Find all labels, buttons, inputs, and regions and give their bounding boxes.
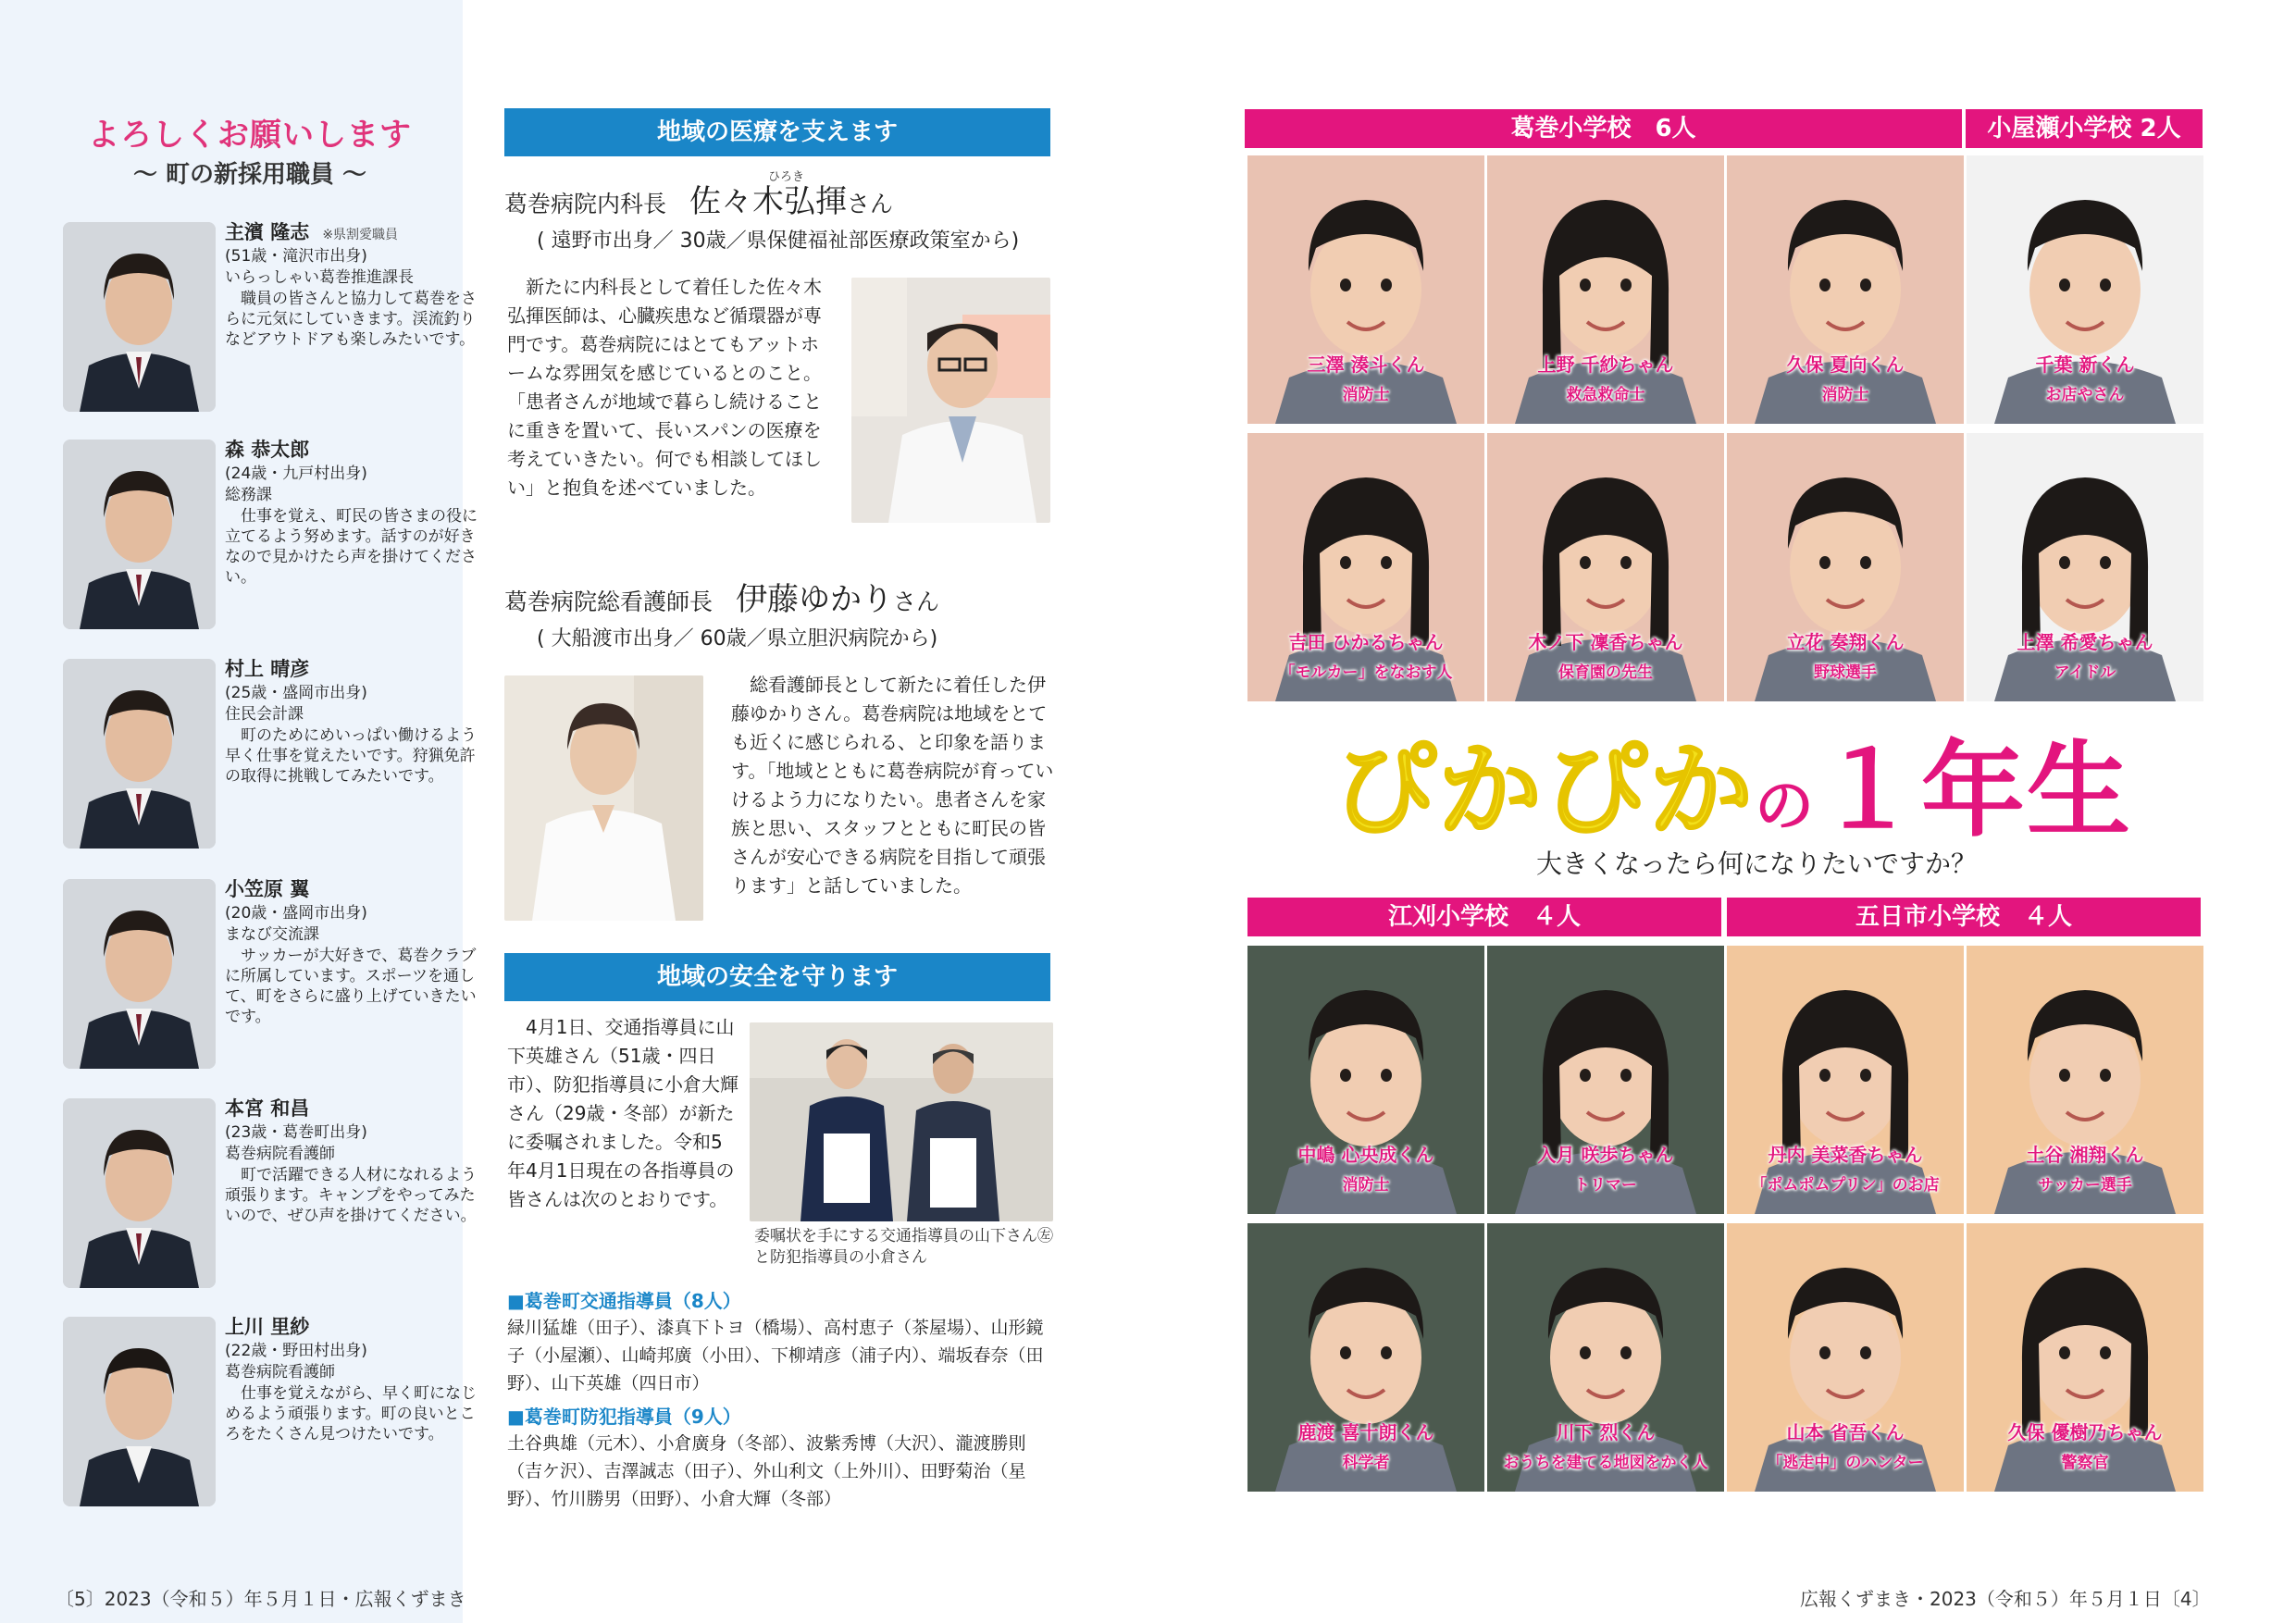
doctor-text: 新たに内科長として着任した佐々木弘揮医師は、心臓疾患など循環器が専門です。葛巻病院にはとてもアットホームな雰囲気を感じているとのこと。「患者さんが地域で暮らし続けることに重きを置いて、長いスパンの医療を考えていきたい。何でも相談してほしい」と抱負を述べていました。: [507, 276, 822, 499]
nurse-photo: [504, 675, 703, 921]
kid-dream: サッカー選手: [2038, 1176, 2132, 1195]
staff-photo: [63, 222, 216, 412]
traffic-list-heading: ■葛巻町交通指導員（8人）: [507, 1290, 741, 1312]
staff-section-title: よろしくお願いします: [88, 117, 412, 154]
doctor-photo-image: [851, 278, 1050, 523]
staff-name: 小笠原 翼: [225, 878, 310, 900]
kid-dream: 警察官: [2061, 1454, 2109, 1472]
kid-name: 鹿渡 喜十朗くん: [1297, 1421, 1434, 1443]
kid-dream: 野球選手: [1814, 663, 1877, 682]
school-header-itsukaichi: 五日市小学校 ４人: [1727, 898, 2201, 936]
kid-dream: 「ポムポムプリン」のお店: [1751, 1176, 1940, 1195]
nurse-text: 総看護師長として新たに着任した伊藤ゆかりさん。葛巻病院は地域をとても近くに感じられる、と印象を語ります。「地域とともに葛巻病院が育っていけるよう力になりたい。患者さんを家族と思い、スタッフとともに町民の皆さんが安心できる病院を目指して頑張ります」と話していました。: [731, 674, 1054, 897]
kid-dream: 消防士: [1342, 386, 1390, 404]
staff-name: 上川 里紗: [225, 1316, 310, 1338]
staff-photo: [63, 1098, 216, 1288]
safety-photo: [750, 1022, 1053, 1221]
safety-text: 4月1日、交通指導員に山下英雄さん（51歳・四日市）、防犯指導員に小倉大輝さん（29歳・冬部）が新たに委嘱されました。令和5年4月1日現在の各指導員の皆さんは次のとおりです。: [507, 1016, 738, 1210]
kid-dream: 「逃走中」のハンター: [1767, 1454, 1924, 1472]
staff-portrait: [63, 440, 216, 629]
kid-card: [1727, 433, 1964, 701]
title-no: の: [1755, 773, 1816, 841]
kid-dream: お店やさん: [2045, 386, 2125, 404]
doctor-photo: [851, 278, 1050, 523]
kid-name: 入月 咲歩ちゃん: [1537, 1144, 1674, 1166]
nurse-origin: ( 大船渡市出身／ 60歳／県立胆沢病院から): [537, 627, 938, 650]
staff-origin: (20歳・盛岡市出身): [225, 904, 367, 923]
staff-dept: 総務課: [225, 486, 272, 504]
staff-origin: (51歳・滝沢市出身): [225, 247, 367, 266]
kid-card: [1727, 946, 1964, 1214]
staff-message: 仕事を覚え、町民の皆さまの役に立てるよう努めます。話すのが好きなので見かけたら声を掛けてください。: [225, 507, 478, 587]
kid-card: [1247, 155, 1484, 424]
staff-name: 村上 晴彦: [225, 658, 310, 680]
doctor-origin: ( 遠野市出身／ 30歳／県保健福祉部医療政策室から): [537, 229, 1020, 253]
nurse-photo-image: [504, 675, 703, 921]
staff-dept: 葛巻病院看護師: [225, 1363, 335, 1381]
school-header-kuzumaki: 葛巻小学校 6人: [1245, 109, 1962, 148]
doctor-role: 葛巻病院内科長: [504, 191, 667, 217]
staff-message: 町のためにめいっぱい働けるよう早く仕事を覚えたいです。狩猟免許の取得に挑戦してみたいです。: [225, 726, 477, 786]
crime-list-heading: ■葛巻町防犯指導員（9人）: [507, 1406, 741, 1428]
staff-photo: [63, 1317, 216, 1506]
staff-info: [225, 222, 479, 350]
kid-name: 久保 夏向くん: [1786, 353, 1905, 376]
staff-photo: [63, 440, 216, 629]
staff-portrait: [63, 222, 216, 412]
kid-dream: アイドル: [2054, 663, 2116, 682]
staff-origin: (22歳・野田村出身): [225, 1342, 367, 1360]
kid-name: 千葉 新くん: [2035, 353, 2135, 376]
staff-message: 職員の皆さんと協力して葛巻をさらに元気にしていきます。渓流釣りなどアウトドアも楽しみたいです。: [225, 290, 477, 349]
staff-photo: [63, 879, 216, 1069]
staff-card: [63, 658, 477, 849]
kid-name: 丹内 美菜香ちゃん: [1768, 1144, 1923, 1166]
kid-name: 上澤 希愛ちゃん: [2017, 631, 2153, 653]
safety-photo-image: [750, 1022, 1053, 1221]
safety-photo-caption: 委嘱状を手にする交通指導員の山下さん㊧と防犯指導員の小倉さん: [754, 1227, 1053, 1267]
staff-note: ※県割愛職員: [322, 228, 399, 242]
kid-name: 木ノ下 凜香ちゃん: [1528, 631, 1683, 653]
staff-message: 町で活躍できる人材になれるよう頑張ります。キャンプをやってみたいので、ぜひ声を掛けてください。: [225, 1166, 477, 1225]
footer-right: 広報くずまき・2023（令和５）年５月１日〔4〕: [1800, 1588, 2211, 1610]
staff-portrait: [63, 1098, 216, 1288]
staff-name: 主濱 隆志: [225, 221, 310, 243]
staff-card: [63, 439, 478, 629]
kid-dream: 消防士: [1342, 1176, 1390, 1195]
kid-card: [1967, 155, 2203, 424]
kid-name: 川下 烈くん: [1556, 1421, 1656, 1443]
staff-origin: (23歳・葛巻町出身): [225, 1123, 367, 1142]
nurse-name: 伊藤ゆかり: [736, 581, 894, 618]
doctor-name: 佐々木弘揮: [689, 183, 848, 220]
kid-card: [1487, 155, 1724, 424]
staff-info: [225, 440, 479, 588]
kid-card: [1487, 946, 1724, 1214]
school-header-ekari: 江刈小学校 ４人: [1247, 898, 1721, 936]
first-grade-question: 大きくなったら何になりたいですか？: [1536, 849, 1978, 879]
nurse-title: [504, 574, 939, 619]
kid-name: 中嶋 心央成くん: [1297, 1144, 1434, 1166]
kid-dream: 救急救命士: [1566, 386, 1645, 404]
staff-portrait: [63, 879, 216, 1069]
staff-portrait: [63, 659, 216, 849]
staff-name: 森 恭太郎: [225, 439, 310, 461]
kid-dream: おうちを建てる地図をかく人: [1503, 1454, 1708, 1472]
staff-name: 本宮 和昌: [225, 1097, 310, 1120]
kid-name: 山本 省吾くん: [1786, 1421, 1905, 1443]
staff-dept: いらっしゃい葛巻推進課長: [225, 268, 414, 287]
school-header-koyase: 小屋瀬小学校 2人: [1966, 109, 2203, 148]
staff-card: [63, 221, 477, 412]
staff-card: [63, 1097, 477, 1288]
kid-card: [1247, 946, 1484, 1214]
footer-left: 〔5〕2023（令和５）年５月１日・広報くずまき: [56, 1588, 466, 1610]
doctor-title: [504, 176, 893, 221]
medical-header: 地域の医療を支えます: [504, 108, 1050, 156]
staff-card: [63, 878, 477, 1069]
staff-card: [63, 1316, 477, 1506]
kid-card: [1727, 1223, 1964, 1492]
staff-message: 仕事を覚えながら、早く町になじめるよう頑張ります。町の良いところをたくさん見つけたいです。: [225, 1384, 477, 1443]
kid-dream: 保育園の先生: [1558, 663, 1653, 682]
staff-dept: まなび交流課: [225, 925, 319, 944]
kid-card: [1487, 433, 1724, 701]
nurse-role: 葛巻病院総看護師長: [504, 588, 714, 615]
staff-info: [225, 1098, 479, 1226]
kid-card: [1967, 1223, 2203, 1492]
kid-card: [1247, 433, 1484, 701]
staff-info: [225, 879, 479, 1027]
doctor-suffix: さん: [847, 191, 894, 217]
kid-name: 吉田 ひかるちゃん: [1288, 631, 1444, 653]
title-pikapika: ぴかぴか: [1333, 731, 1755, 851]
staff-origin: (25歳・盛岡市出身): [225, 684, 367, 702]
staff-message: サッカーが大好きで、葛巻クラブに所属しています。スポーツを通して、町をさらに盛り上げていきたいです。: [225, 947, 477, 1026]
staff-origin: (24歳・九戸村出身): [225, 465, 367, 483]
title-first-grade: １年生: [1816, 731, 2132, 851]
kid-name: 三澤 湊斗くん: [1307, 353, 1425, 376]
staff-photo: [63, 659, 216, 849]
kid-name: 久保 優樹乃ちゃん: [2007, 1421, 2163, 1443]
kid-card: [1727, 155, 1964, 424]
traffic-list: 緑川猛雄（田子）、漆真下トヨ（橋場）、高村恵子（茶屋場）、山形鏡子（小屋瀬）、山崎邦廣（小田）、下柳靖彦（浦子内）、端坂春奈（田野）、山下英雄（四日市）: [507, 1318, 1044, 1394]
nurse-suffix: さん: [893, 588, 940, 615]
first-grade-title: [1333, 731, 2166, 851]
kid-dream: 消防士: [1821, 386, 1869, 404]
staff-info: [225, 1317, 479, 1444]
kid-name: 上野 千紗ちゃん: [1537, 353, 1674, 376]
kid-dream: トリマー: [1574, 1176, 1637, 1195]
kid-card: [1967, 946, 2203, 1214]
kid-dream: 「モルカー」をなおす人: [1279, 663, 1453, 682]
staff-section-subtitle: 〜 町の新採用職員 〜: [132, 161, 367, 189]
kid-dream: 科学者: [1342, 1454, 1390, 1472]
staff-portrait: [63, 1317, 216, 1506]
kid-name: 土谷 湘翔くん: [2026, 1144, 2144, 1166]
safety-header: 地域の安全を守ります: [504, 953, 1050, 1001]
kid-card: [1247, 1223, 1484, 1492]
staff-dept: 葛巻病院看護師: [225, 1145, 335, 1163]
kid-name: 立花 奏翔くん: [1786, 631, 1905, 653]
kid-card: [1967, 433, 2203, 701]
doctor-ruby: ひろき: [768, 170, 805, 184]
kid-card: [1487, 1223, 1724, 1492]
crime-list: 土谷典雄（元木）、小倉廣身（冬部）、波紫秀博（大沢）、瀧渡勝則（吉ケ沢）、吉澤誠志（田子）、外山利文（上外川）、田野菊治（星野）、竹川勝男（田野）、小倉大輝（冬部）: [507, 1433, 1026, 1509]
staff-info: [225, 659, 479, 787]
staff-dept: 住民会計課: [225, 705, 304, 724]
